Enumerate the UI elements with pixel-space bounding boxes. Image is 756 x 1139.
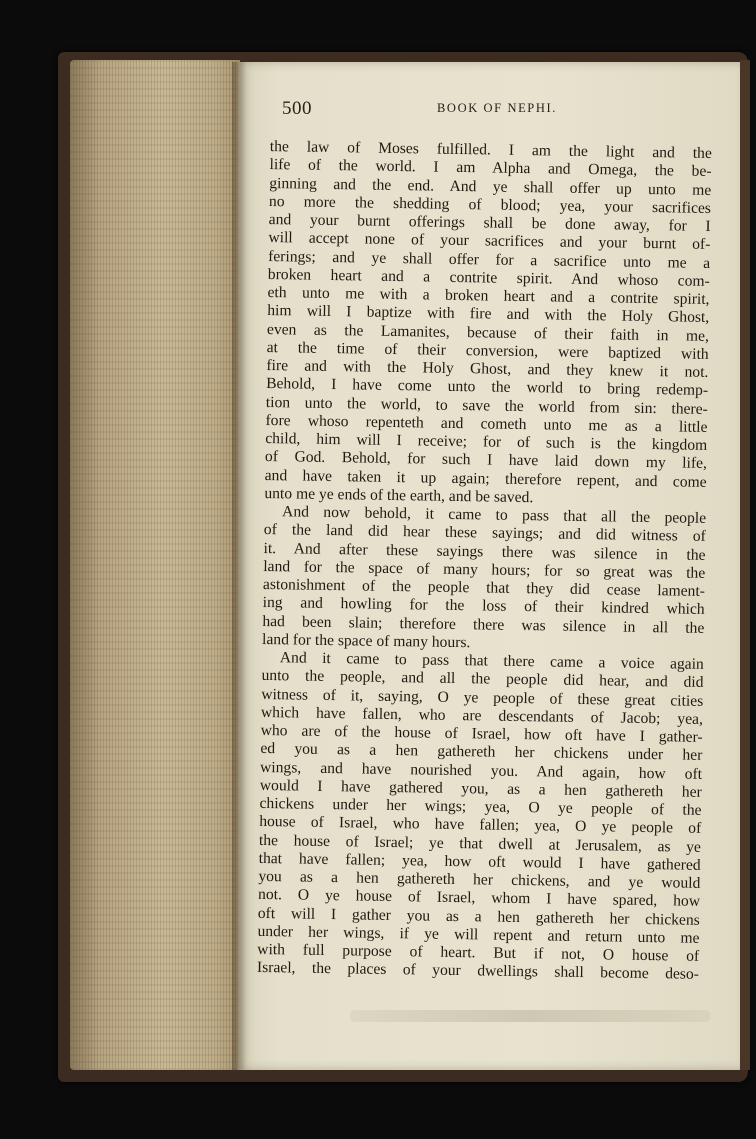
text-line: that have fallen; yea, how oft would I have gathered [258, 849, 701, 874]
text-line: of the land did hear these sayings; and did witness of [263, 521, 706, 546]
text-line: and have taken it up again; therefore repent, and come [264, 466, 707, 491]
text-line: astonishment of the people that they did cease lament- [262, 575, 706, 600]
text-line: and your burnt offerings shall be done away, for I [268, 210, 711, 235]
text-line: him will I baptize with fire and with the Holy Ghost, [267, 302, 710, 327]
text-line: ing and howling for the loss of their kindred which [262, 594, 705, 619]
text-line: no more the shedding of blood; yea, your sacrifices [268, 192, 712, 217]
text-line: will accept none of your sacrifices and your burnt of- [268, 229, 711, 254]
text-line: Israel, the places of your dwellings shall become deso- [256, 959, 700, 984]
text-line: fore whoso repenteth and cometh unto me as a little [265, 411, 708, 436]
text-line: tion unto the world, to save the world from sin: there- [265, 393, 708, 418]
running-head: BOOK OF NEPHI. [437, 101, 557, 115]
paragraph [264, 138, 712, 510]
text-line: witness of it, saying, O ye people of these great cities [261, 685, 704, 710]
text-line: you as a hen gathereth her chickens, and ye would [258, 867, 701, 892]
body-text [257, 138, 712, 984]
text-line: Behold, I have come unto the world to bring redemp- [266, 375, 709, 400]
text-line: broken heart and a contrite spirit. And whoso com- [267, 265, 710, 290]
page-number: 500 [282, 98, 312, 119]
paragraph [262, 503, 706, 656]
text-line: which have fallen, who are descendants of Jacob; yea, [260, 703, 704, 728]
text-line: the house of Israel; ye that dwell at Jerusalem, as ye [258, 831, 702, 856]
text-line: of God. Behold, for such I have laid down my life, [264, 448, 708, 473]
page-header [282, 98, 722, 128]
ink-bleed-through [350, 1010, 710, 1022]
text-line: ferings; and ye shall offer for a sacrifice unto me a [268, 247, 711, 272]
text-line: oft will I gather you as a hen gathereth her chickens [257, 904, 700, 929]
text-line: the law of Moses fulfilled. I am the light and the [269, 138, 712, 162]
text-line: at the time of their conversion, were baptized with [266, 338, 709, 363]
text-line: not. O ye house of Israel, whom I have spared, how [257, 886, 701, 911]
text-line: eth unto me with a broken heart and a contrite spirit, [267, 283, 710, 308]
text-line: land for the space of many hours; for so great was the [263, 557, 706, 582]
text-line: wings, and have nourished you. And again, how oft [259, 758, 703, 783]
text-line: fire and with the Holy Ghost, and they knew it not. [266, 356, 709, 381]
page-edges [70, 60, 240, 1070]
paragraph [257, 649, 704, 984]
text-line: unto the people, and all the people did hear, and did [261, 667, 704, 692]
text-line: even as the Lamanites, because of their faith in me, [266, 320, 710, 345]
text-line: with full purpose of heart. But if not, O house of [257, 940, 700, 965]
text-line: land for the space of many hours. [261, 630, 471, 651]
gutter-shadow [232, 62, 246, 1070]
text-line: had been slain; therefore there was silence in all the [262, 612, 705, 637]
text-line: would I have gathered you, as a hen gathereth her [259, 776, 702, 801]
text-line: life of the world. I am Alpha and Omega, the be- [269, 156, 712, 181]
text-line: child, him will I receive; for of such is the kingdom [265, 429, 708, 454]
text-line: ed you as a hen gathereth her chickens under her [260, 740, 703, 765]
text-line: it. And after these sayings there was silence in the [263, 539, 706, 564]
text-line: And it came to pass that there came a voice again [279, 649, 704, 673]
text-line: who are of the house of Israel, how oft have I gather- [260, 721, 703, 746]
text-line: chickens under her wings; yea, O ye people of the [259, 794, 702, 819]
cover-edge [740, 60, 750, 1070]
text-line: unto me ye ends of the earth, and be saved. [264, 484, 534, 506]
text-line: And now behold, it came to pass that all the people [281, 503, 707, 527]
text-line: house of Israel, who have fallen; yea, O ye people of [259, 813, 702, 838]
text-line: under her wings, if ye will repent and return unto me [257, 922, 700, 947]
text-line: ginning and the end. And ye shall offer up unto me [269, 174, 712, 199]
